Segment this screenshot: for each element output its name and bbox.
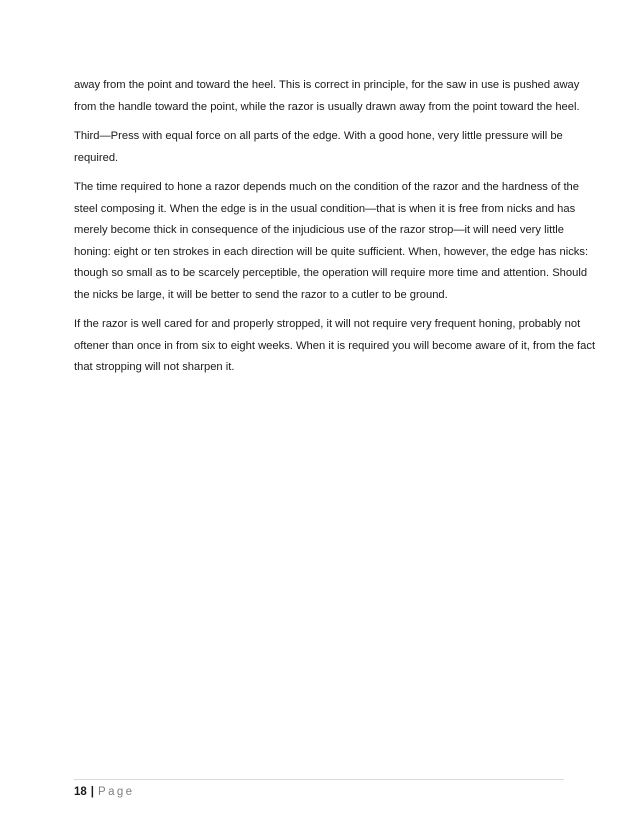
text-line: The time required to hone a razor depends much on the condition of the razor and the hardness of the xyxy=(74,181,579,193)
paragraph-3 xyxy=(74,177,589,306)
text-line: oftener than once in from six to eight weeks. When it is required you will become aware of it, from the fact xyxy=(74,339,596,352)
text-line: though so small as to be scarcely perceptible, the operation will require more time and attention. Should xyxy=(74,267,588,279)
text-line: steel composing it. When the edge is in the usual condition—that is when it is free from nicks and has xyxy=(74,202,576,215)
text-line: If the razor is well cared for and properly stropped, it will not require very frequent honing, probably not xyxy=(74,318,581,330)
text-line: the nicks be large, it will be better to send the razor to a cutler to be ground. xyxy=(74,288,448,301)
text-line: that stropping will not sharpen it. xyxy=(74,361,235,373)
text-line: required. xyxy=(74,151,119,164)
paragraph-4 xyxy=(74,314,596,379)
page-footer xyxy=(74,784,134,800)
footer-separator: | xyxy=(90,786,95,798)
footer-divider xyxy=(74,779,564,780)
paragraph-2 xyxy=(74,126,566,169)
page-body xyxy=(74,75,596,387)
page-number: 18 xyxy=(74,786,87,798)
text-line: honing: eight or ten strokes in each direction will be quite sufficient. When, however, the edge has nicks: xyxy=(74,245,589,258)
text-line: from the handle toward the point, while the razor is usually drawn away from the point toward the heel. xyxy=(74,100,580,113)
text-line: away from the point and toward the heel. This is correct in principle, for the saw in use is pushed away xyxy=(74,79,580,91)
page-word: Page xyxy=(98,786,135,798)
text-line: merely become thick in consequence of the injudicious use of the razor strop—it will need very little xyxy=(74,224,565,236)
paragraph-1 xyxy=(74,75,580,118)
text-line: Third—Press with equal force on all parts of the edge. With a good hone, very little pressure will be xyxy=(74,130,563,142)
